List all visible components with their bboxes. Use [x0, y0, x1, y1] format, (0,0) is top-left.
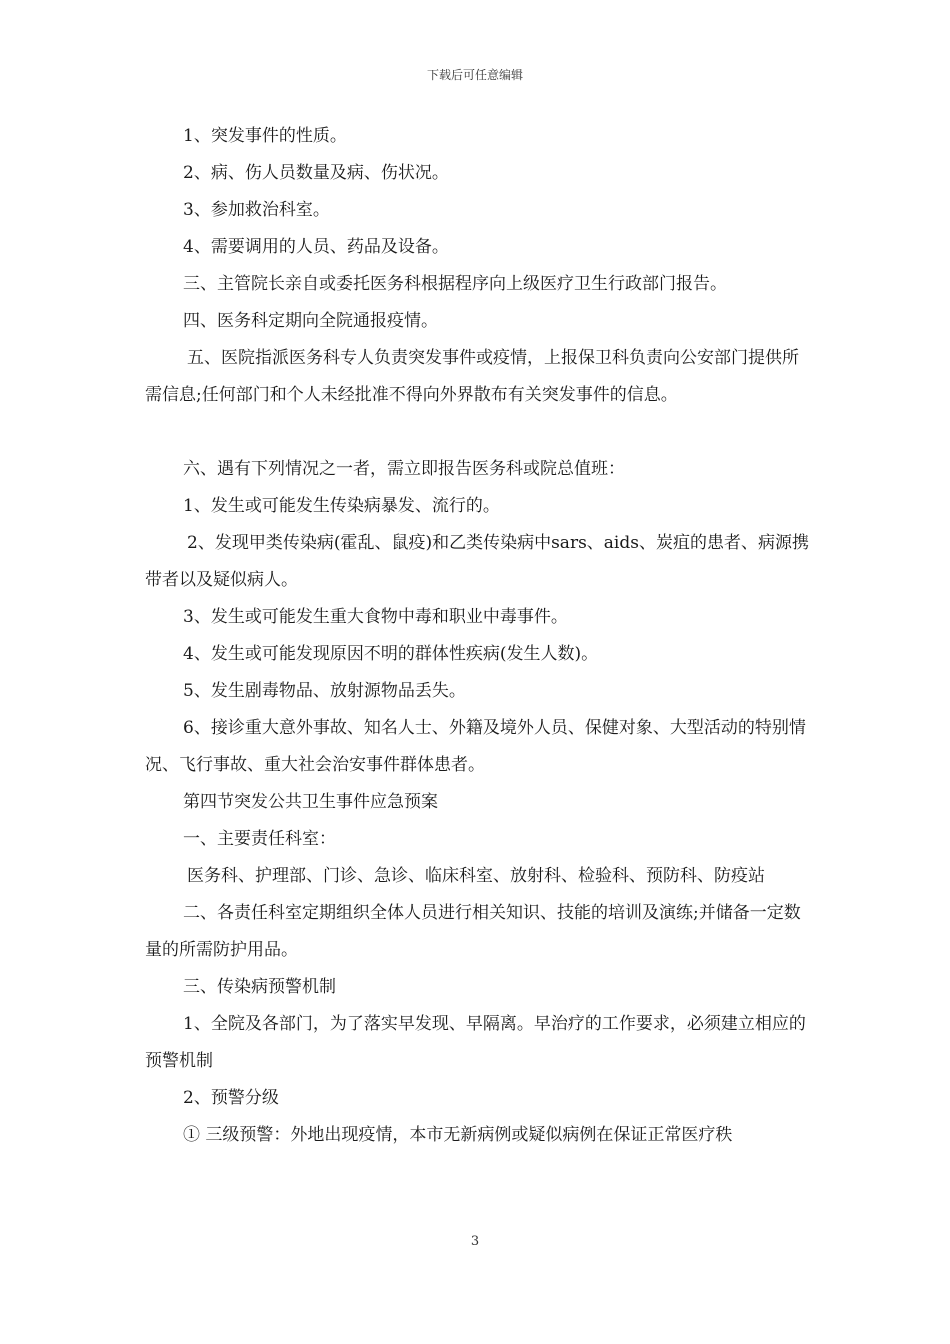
- paragraph: 3、发生或可能发生重大食物中毒和职业中毒事件。: [183, 607, 568, 627]
- page-number: 3: [470, 1234, 480, 1249]
- paragraph: 三、主管院长亲自或委托医务科根据程序向上级医疗卫生行政部门报告。: [183, 274, 727, 294]
- paragraph: 1、突发事件的性质。: [183, 126, 347, 146]
- paragraph: 4、需要调用的人员、药品及设备。: [183, 237, 449, 257]
- section-heading: 六、遇有下列情况之一者，需立即报告医务科或院总值班：: [183, 459, 625, 479]
- paragraph: 1、发生或可能发生传染病暴发、流行的。: [183, 496, 500, 516]
- paragraph: 医务科、护理部、门诊、急诊、临床科室、放射科、检验科、预防科、防疫站: [187, 866, 765, 886]
- page-header: 下载后可任意编辑: [426, 68, 523, 82]
- paragraph: 2、病、伤人员数量及病、伤状况。: [183, 163, 449, 183]
- paragraph: 4、发生或可能发现原因不明的群体性疾病(发生人数)。: [183, 644, 599, 664]
- paragraph: 5、发生剧毒物品、放射源物品丢失。: [183, 681, 466, 701]
- paragraph: 四、医务科定期向全院通报疫情。: [183, 311, 438, 331]
- paragraph: 6、接诊重大意外事故、知名人士、外籍及境外人员、保健对象、大型活动的特别情况、飞行事故、重大社会治安事件群体患者。: [145, 718, 806, 775]
- paragraph: 五、医院指派医务科专人负责突发事件或疫情，上报保卫科负责向公安部门提供所需信息;任何部门和个人未经批准不得向外界散布有关突发事件的信息。: [145, 348, 799, 405]
- paragraph: 3、参加救治科室。: [183, 200, 330, 220]
- paragraph: ① 三级预警：外地出现疫情，本市无新病例或疑似病例在保证正常医疗秩: [183, 1125, 733, 1145]
- section-title: 第四节突发公共卫生事件应急预案: [183, 792, 438, 812]
- paragraph: 2、预警分级: [183, 1088, 279, 1108]
- paragraph: 三、传染病预警机制: [183, 977, 336, 997]
- paragraph: 一、主要责任科室：: [183, 829, 336, 849]
- document-body: [145, 118, 810, 1154]
- paragraph: 二、各责任科室定期组织全体人员进行相关知识、技能的培训及演练;并储备一定数量的所需防护用品。: [145, 903, 801, 960]
- paragraph: 2、发现甲类传染病(霍乱、鼠疫)和乙类传染病中sars、aids、炭疽的患者、病源携带者以及疑似病人。: [145, 533, 809, 590]
- paragraph: 1、全院及各部门，为了落实早发现、早隔离。早治疗的工作要求，必须建立相应的预警机制: [145, 1014, 806, 1071]
